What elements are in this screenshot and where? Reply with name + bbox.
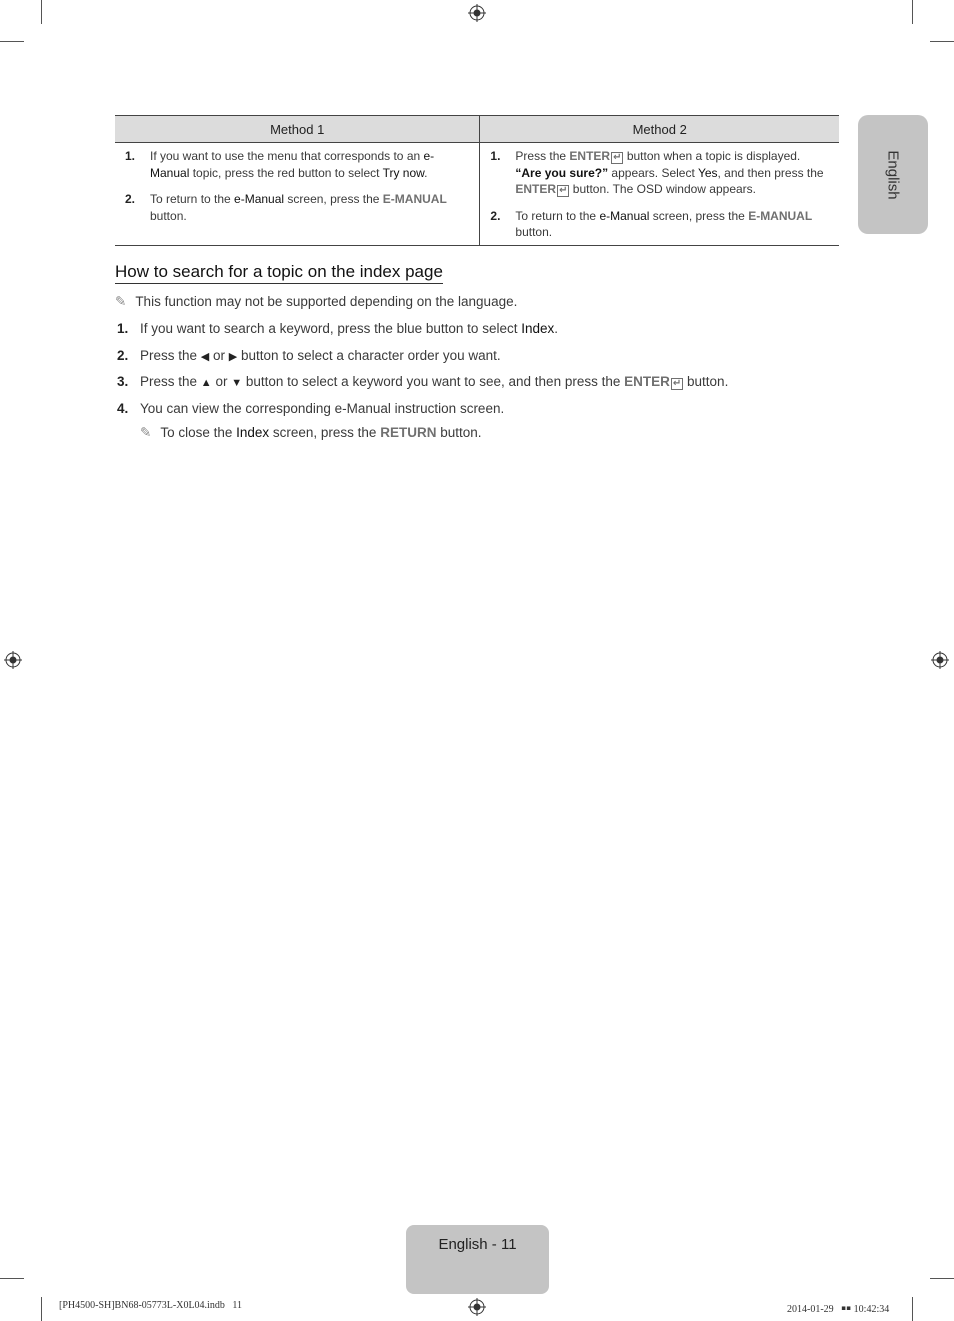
crop-mark: [41, 0, 42, 24]
return-key-label: RETURN: [380, 425, 437, 440]
step-4-text: You can view the corresponding e-Manual instruction screen.: [140, 401, 505, 416]
method-1-header: Method 1: [115, 116, 480, 143]
method-1-cell: [115, 143, 480, 246]
text-run: button.: [515, 225, 553, 239]
text-run: If you want to use the menu that corresponds to an: [150, 149, 424, 163]
enter-icon: ↵: [613, 152, 622, 163]
text-run: e-Manual: [599, 208, 650, 223]
crop-mark: [930, 1278, 954, 1279]
method-step-text: [515, 208, 829, 241]
method-step: [125, 148, 469, 181]
method-step: [490, 148, 829, 198]
page-number-label: English - 11: [438, 1236, 517, 1253]
text-run: E-MANUAL: [382, 192, 447, 206]
enter-key-label: ENTER: [624, 374, 670, 389]
note-pencil-icon: ✎: [140, 425, 152, 440]
method-step-number: 1.: [125, 149, 136, 163]
registration-mark-icon: [4, 651, 22, 669]
step-number: 4.: [117, 401, 129, 416]
text-run: button. The OSD window appears.: [569, 182, 757, 196]
crop-mark: [41, 1297, 42, 1321]
right-arrow-icon: ▶: [228, 351, 238, 363]
language-side-tab: [858, 115, 928, 234]
step-2-text: Press the ◀ or ▶ button to select a character order you want.: [140, 347, 501, 366]
method-step-number: 2.: [490, 208, 501, 223]
down-arrow-icon: ▼: [231, 377, 243, 389]
step-number: 2.: [117, 348, 129, 363]
language-side-tab-label: English: [884, 150, 902, 200]
text-run: .: [424, 165, 428, 180]
text-run: e-Manual: [150, 149, 435, 180]
crop-mark: [930, 41, 954, 42]
text-run: button.: [150, 208, 187, 223]
crop-mark: [912, 1297, 913, 1321]
text-run: topic, press the red button to select: [189, 165, 383, 180]
text-run: To return to the: [515, 208, 600, 223]
registration-mark-icon: [468, 1298, 486, 1316]
crop-mark: [0, 1278, 24, 1279]
method-step-text: [515, 148, 829, 198]
left-arrow-icon: ◀: [200, 351, 210, 363]
step-3-text: Press the ▲ or ▼ button to select a keyword you want to see, and then press the ENTER ↵ button.: [140, 373, 728, 392]
text-run: ENTER: [569, 149, 611, 163]
text-run: screen, press the: [284, 192, 383, 206]
text-run: Try now: [382, 165, 425, 180]
registration-mark-icon: [931, 651, 949, 669]
print-file-info: [PH4500-SH]BN68-05773L-X0L04.indb 11: [59, 1300, 242, 1311]
method-2-header: Method 2: [480, 116, 839, 143]
section-title: How to search for a topic on the index page: [115, 262, 443, 284]
enter-icon: ↵: [559, 185, 568, 196]
methods-table: [115, 115, 839, 246]
method-step-text: [150, 148, 469, 181]
index-keyword: Index: [521, 321, 555, 336]
up-arrow-icon: ▲: [200, 377, 212, 389]
text-run: Yes: [697, 165, 718, 180]
text-run: e-Manual: [234, 192, 285, 206]
registration-mark-icon: [468, 4, 486, 22]
text-run: E-MANUAL: [748, 208, 813, 223]
index-keyword: Index: [236, 425, 270, 440]
note-text: This function may not be supported depending on the language.: [135, 294, 518, 309]
step-1-text: If you want to search a keyword, press the blue button to select Index.: [140, 321, 559, 336]
step-number: 1.: [117, 321, 129, 336]
text-run: , and then press the: [717, 165, 824, 180]
method-step: [490, 208, 829, 241]
method-2-cell: [480, 143, 839, 246]
step-4-subnote: ✎ To close the Index screen, press the RETURN button.: [140, 425, 482, 440]
text-run: ENTER: [515, 182, 557, 196]
enter-icon: ↵: [672, 378, 682, 389]
note-pencil-icon: ✎: [115, 294, 127, 309]
text-run: screen, press the: [649, 208, 749, 223]
text-run: To return to the: [150, 192, 235, 206]
section-note: [115, 293, 517, 311]
method-step-number: 2.: [125, 192, 136, 206]
method-step-number: 1.: [490, 149, 501, 163]
text-run: Press the: [515, 149, 570, 163]
crop-mark: [0, 41, 24, 42]
method-step-text: [150, 191, 469, 224]
crop-mark: [912, 0, 913, 24]
text-run: appears. Select: [608, 165, 698, 180]
text-run: button when a topic is displayed.: [623, 149, 801, 163]
page-number-tab: [406, 1225, 549, 1294]
step-number: 3.: [117, 374, 129, 389]
print-timestamp: 2014-01-29 ￭￭ 10:42:34: [787, 1304, 890, 1315]
text-run: “Are you sure?”: [515, 165, 609, 180]
method-step: [125, 191, 469, 224]
